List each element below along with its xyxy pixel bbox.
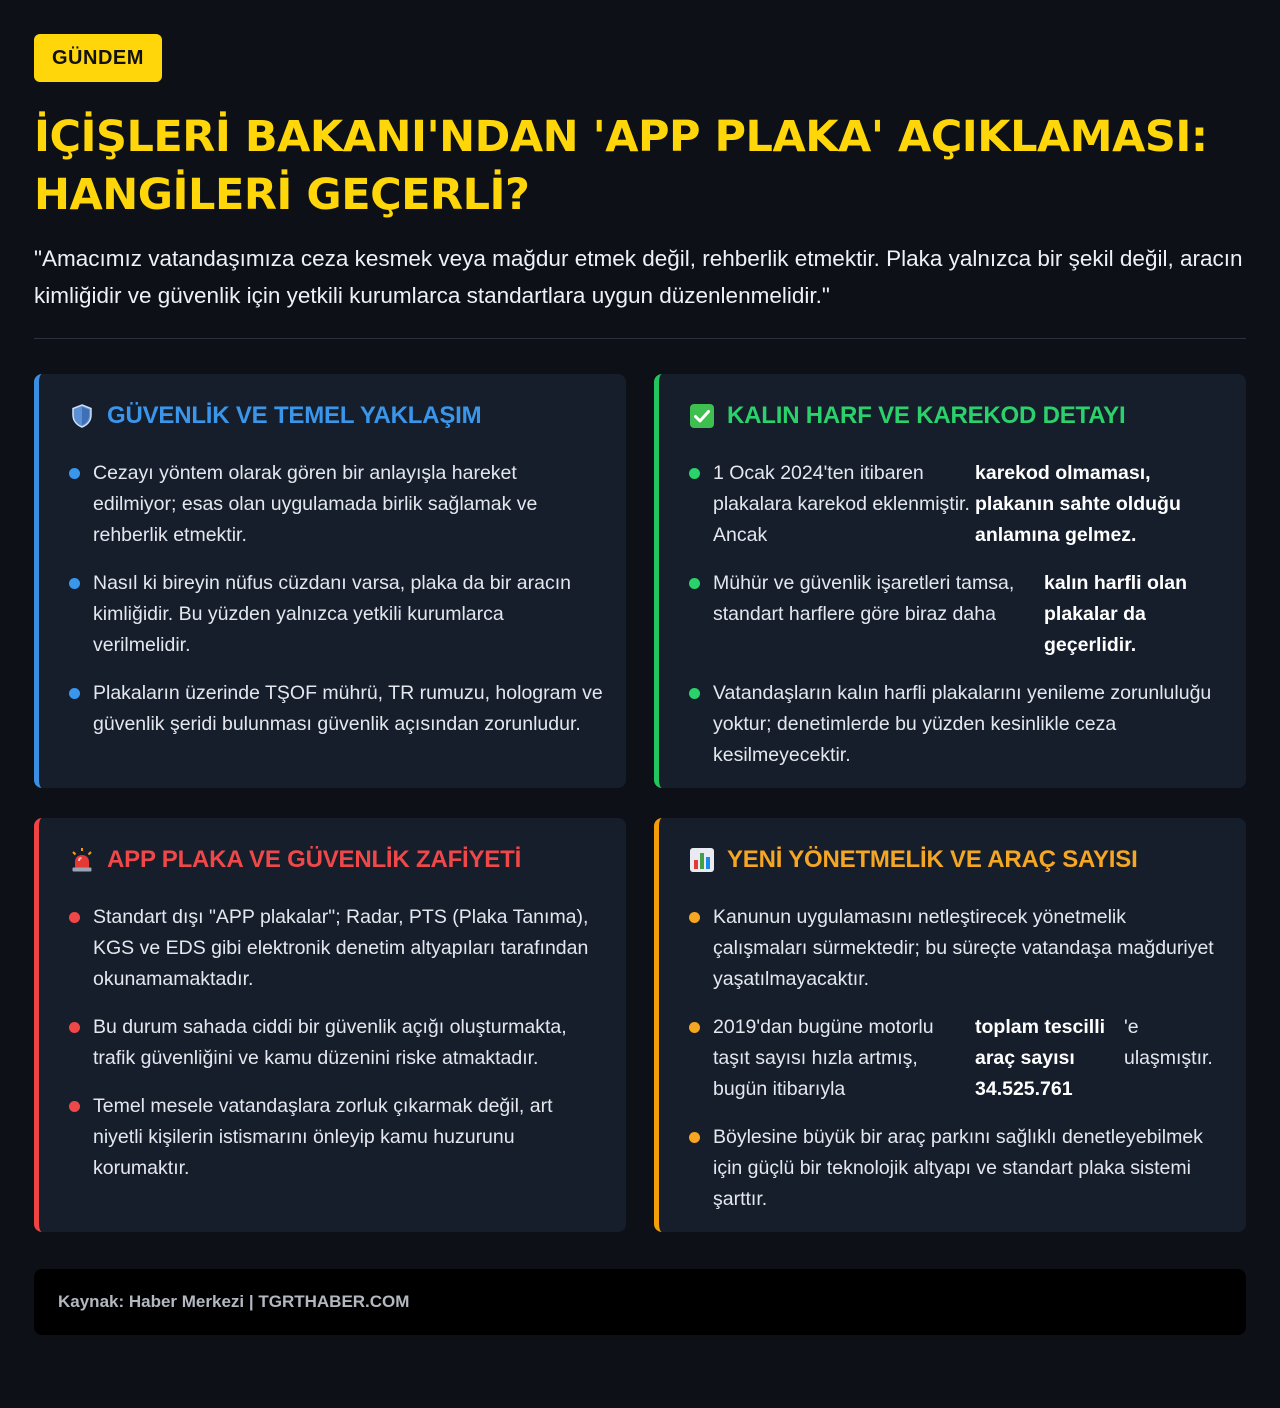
card-list xyxy=(69,902,604,1184)
card-list xyxy=(69,458,604,740)
card-heading-label: KALIN HARF VE KAREKOD DETAYI xyxy=(727,402,1126,429)
list-item: Vatandaşların kalın harfli plakalarını yenileme zorunluluğu yoktur; denetimlerde bu yüzden kesinlikle ceza kesilmeyecektir. xyxy=(689,678,1224,771)
page-title: İÇİŞLERİ BAKANI'NDAN 'APP PLAKA' AÇIKLAMASI: HANGİLERİ GEÇERLİ? xyxy=(34,112,1208,220)
card-heading xyxy=(689,400,1224,432)
bar-chart-icon xyxy=(689,847,715,873)
infographic xyxy=(34,34,1246,1311)
list-item: 1 Ocak 2024'ten itibaren plakalara karekod eklenmiştir. Ancak karekod olmaması, plakanın sahte olduğu anlamına gelmez. xyxy=(689,458,1224,551)
divider xyxy=(34,338,1246,339)
quote-text: "Amacımız vatandaşımıza ceza kesmek veya mağdur etmek değil, rehberlik etmektir. Plaka yalnızca bir şekil değil, aracın kimliğidir ve güvenlik için yetkili kurumlarca standartlara uygun düzenlenmelidir." xyxy=(34,246,1243,308)
list-item: Bu durum sahada ciddi bir güvenlik açığı oluşturmakta, trafik güvenliğini ve kamu düzenini riske atmaktadır. xyxy=(69,1012,604,1074)
list-item: Temel mesele vatandaşlara zorluk çıkarmak değil, art niyetli kişilerin istismarını önleyip kamu huzurunu korumaktır. xyxy=(69,1091,604,1184)
list-item: Nasıl ki bireyin nüfus cüzdanı varsa, plaka da bir aracın kimliğidir. Bu yüzden yalnızca yetkili kurumlarca verilmelidir. xyxy=(69,568,604,661)
card-regulation xyxy=(654,818,1246,1232)
card-security xyxy=(34,374,626,788)
source-footer: Kaynak: Haber Merkezi | TGRTHABER.COM xyxy=(34,1269,1246,1335)
category-tag: GÜNDEM xyxy=(34,34,162,82)
card-heading xyxy=(689,844,1224,876)
card-app-plate xyxy=(34,818,626,1232)
card-heading-label: GÜVENLİK VE TEMEL YAKLAŞIM xyxy=(107,402,482,429)
list-item: Plakaların üzerinde TŞOF mührü, TR rumuzu, hologram ve güvenlik şeridi bulunması güvenlik açısından zorunludur. xyxy=(69,678,604,740)
shield-icon xyxy=(69,403,95,429)
siren-icon xyxy=(69,847,95,873)
list-item: Cezayı yöntem olarak gören bir anlayışla hareket edilmiyor; esas olan uygulamada birlik sağlamak ve rehberlik etmektir. xyxy=(69,458,604,551)
card-heading xyxy=(69,400,604,432)
list-item: Standart dışı "APP plakalar"; Radar, PTS (Plaka Tanıma), KGS ve EDS gibi elektronik denetim altyapıları tarafından okunamamaktadır. xyxy=(69,902,604,995)
card-heading-label: APP PLAKA VE GÜVENLİK ZAFİYETİ xyxy=(107,846,522,873)
card-heading-label: YENİ YÖNETMELİK VE ARAÇ SAYISI xyxy=(727,846,1138,873)
card-list xyxy=(689,458,1224,771)
list-item: Kanunun uygulamasını netleştirecek yönetmelik çalışmaları sürmektedir; bu süreçte vatandaşa mağduriyet yaşatılmayacaktır. xyxy=(689,902,1224,995)
card-bold-letters xyxy=(654,374,1246,788)
card-list xyxy=(689,902,1224,1215)
list-item: Mühür ve güvenlik işaretleri tamsa, standart harflere göre biraz daha kalın harfli olan plakalar da geçerlidir. xyxy=(689,568,1224,661)
card-heading xyxy=(69,844,604,876)
list-item: 2019'dan bugüne motorlu taşıt sayısı hızla artmış, bugün itibarıyla toplam tescilli araç sayısı 34.525.761 'e ulaşmıştır. xyxy=(689,1012,1224,1105)
list-item: Böylesine büyük bir araç parkını sağlıklı denetleyebilmek için güçlü bir teknolojik altyapı ve standart plaka sistemi şarttır. xyxy=(689,1122,1224,1215)
check-box-icon xyxy=(689,403,715,429)
